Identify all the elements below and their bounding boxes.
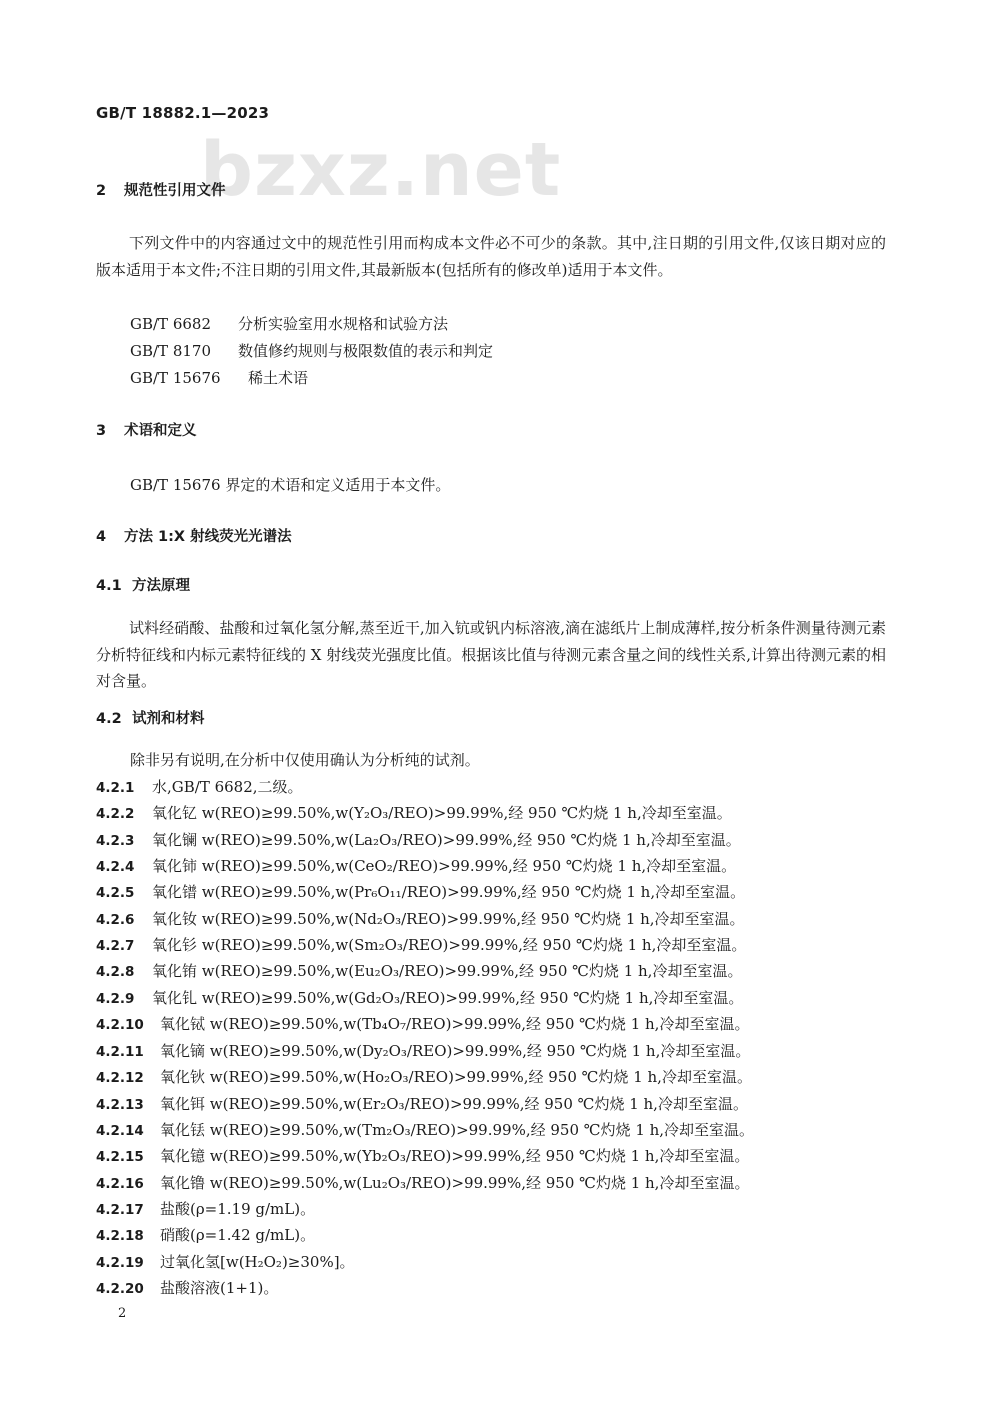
section-2-heading bbox=[96, 181, 226, 201]
section-2-paragraph: 下列文件中的内容通过文中的规范性引用而构成本文件必不可少的条款。其中,注日期的引用文件,仅该日期对应的版本适用于本文件;不注日期的引用文件,其最新版本(包括所有的修改单)适用于本文件。 bbox=[96, 234, 886, 279]
section-2-number: 2 bbox=[96, 183, 107, 199]
section-3-number: 3 bbox=[96, 423, 107, 439]
item-text: 氧化铈 w(REO)≥99.50%,w(CeO₂/REO)>99.99%,经 950 ℃灼烧 1 h,冷却至室温。 bbox=[152, 857, 737, 875]
item-text: 盐酸(ρ=1.19 g/mL)。 bbox=[160, 1200, 316, 1218]
list-item bbox=[96, 882, 745, 903]
section-4-1-number: 4.1 bbox=[96, 578, 122, 594]
reference-item bbox=[130, 341, 493, 361]
list-item bbox=[96, 1278, 278, 1299]
reference-item bbox=[130, 314, 448, 334]
section-4-2-number: 4.2 bbox=[96, 711, 122, 727]
item-text: 氧化铒 w(REO)≥99.50%,w(Er₂O₃/REO)>99.99%,经 950 ℃灼烧 1 h,冷却至室温。 bbox=[160, 1095, 748, 1113]
item-number: 4.2.7 bbox=[96, 938, 135, 954]
list-item bbox=[96, 803, 732, 824]
list-item bbox=[96, 1067, 752, 1088]
list-item bbox=[96, 909, 745, 930]
item-text: 氧化铕 w(REO)≥99.50%,w(Eu₂O₃/REO)>99.99%,经 950 ℃灼烧 1 h,冷却至室温。 bbox=[152, 962, 743, 980]
list-item bbox=[96, 1120, 754, 1141]
reference-code: GB/T 8170 bbox=[130, 342, 212, 360]
list-item bbox=[96, 961, 742, 982]
item-text: 氧化钆 w(REO)≥99.50%,w(Gd₂O₃/REO)>99.99%,经 950 ℃灼烧 1 h,冷却至室温。 bbox=[152, 989, 744, 1007]
item-number: 4.2.11 bbox=[96, 1044, 144, 1060]
item-number: 4.2.14 bbox=[96, 1123, 144, 1139]
item-number: 4.2.17 bbox=[96, 1202, 144, 1218]
item-number: 4.2.13 bbox=[96, 1097, 144, 1113]
list-item bbox=[96, 1041, 750, 1062]
item-text: 水,GB/T 6682,二级。 bbox=[152, 778, 303, 796]
item-number: 4.2.3 bbox=[96, 833, 135, 849]
item-text: 氧化钬 w(REO)≥99.50%,w(Ho₂O₃/REO)>99.99%,经 950 ℃灼烧 1 h,冷却至室温。 bbox=[160, 1068, 752, 1086]
item-text: 过氧化氢[w(H₂O₂)≥30%]。 bbox=[160, 1253, 355, 1271]
item-number: 4.2.9 bbox=[96, 991, 135, 1007]
list-item bbox=[96, 935, 746, 956]
section-3-title: 术语和定义 bbox=[124, 423, 197, 439]
section-4-title: 方法 1:X 射线荧光光谱法 bbox=[124, 529, 292, 545]
item-number: 4.2.8 bbox=[96, 964, 135, 980]
page-number: 2 bbox=[118, 1306, 127, 1321]
list-item bbox=[96, 1173, 749, 1194]
item-text: 氧化铥 w(REO)≥99.50%,w(Tm₂O₃/REO)>99.99%,经 950 ℃灼烧 1 h,冷却至室温。 bbox=[160, 1121, 755, 1139]
list-item bbox=[96, 830, 741, 851]
item-number: 4.2.16 bbox=[96, 1176, 144, 1192]
reference-title: 稀土术语 bbox=[248, 369, 309, 387]
reference-title: 分析实验室用水规格和试验方法 bbox=[238, 315, 449, 333]
item-number: 4.2.10 bbox=[96, 1017, 144, 1033]
item-number: 4.2.19 bbox=[96, 1255, 144, 1271]
item-number: 4.2.2 bbox=[96, 806, 135, 822]
reference-code: GB/T 15676 bbox=[130, 369, 221, 387]
item-number: 4.2.1 bbox=[96, 780, 135, 796]
section-3-heading bbox=[96, 421, 197, 441]
item-number: 4.2.12 bbox=[96, 1070, 144, 1086]
list-item bbox=[96, 1094, 748, 1115]
item-text: 硝酸(ρ=1.42 g/mL)。 bbox=[160, 1226, 316, 1244]
list-item bbox=[96, 1252, 355, 1273]
list-item bbox=[96, 1199, 315, 1220]
item-number: 4.2.20 bbox=[96, 1281, 144, 1297]
list-item bbox=[96, 856, 736, 877]
section-3-paragraph: GB/T 15676 界定的术语和定义适用于本文件。 bbox=[130, 476, 451, 494]
item-text: 氧化钐 w(REO)≥99.50%,w(Sm₂O₃/REO)>99.99%,经 950 ℃灼烧 1 h,冷却至室温。 bbox=[152, 936, 747, 954]
item-text: 氧化钇 w(REO)≥99.50%,w(Y₂O₃/REO)>99.99%,经 950 ℃灼烧 1 h,冷却至室温。 bbox=[152, 804, 732, 822]
list-item bbox=[96, 777, 303, 798]
reference-code: GB/T 6682 bbox=[130, 315, 212, 333]
section-4-1-title: 方法原理 bbox=[132, 578, 190, 594]
item-number: 4.2.18 bbox=[96, 1228, 144, 1244]
list-item bbox=[96, 1225, 315, 1246]
item-text: 氧化镨 w(REO)≥99.50%,w(Pr₆O₁₁/REO)>99.99%,经 950 ℃灼烧 1 h,冷却至室温。 bbox=[152, 883, 746, 901]
section-4-number: 4 bbox=[96, 529, 107, 545]
section-4-1-heading bbox=[96, 576, 190, 596]
standard-code: GB/T 18882.1—2023 bbox=[96, 104, 270, 122]
list-item bbox=[96, 1014, 749, 1035]
item-text: 氧化铽 w(REO)≥99.50%,w(Tb₄O₇/REO)>99.99%,经 950 ℃灼烧 1 h,冷却至室温。 bbox=[160, 1015, 750, 1033]
item-text: 氧化镥 w(REO)≥99.50%,w(Lu₂O₃/REO)>99.99%,经 950 ℃灼烧 1 h,冷却至室温。 bbox=[160, 1174, 750, 1192]
item-number: 4.2.4 bbox=[96, 859, 135, 875]
section-2-title: 规范性引用文件 bbox=[124, 183, 226, 199]
item-text: 氧化镱 w(REO)≥99.50%,w(Yb₂O₃/REO)>99.99%,经 950 ℃灼烧 1 h,冷却至室温。 bbox=[160, 1147, 750, 1165]
item-text: 盐酸溶液(1+1)。 bbox=[160, 1279, 279, 1297]
section-4-heading bbox=[96, 527, 292, 547]
section-4-2-heading bbox=[96, 709, 205, 729]
section-4-2-title: 试剂和材料 bbox=[132, 711, 205, 727]
section-4-1-paragraph: 试料经硝酸、盐酸和过氧化氢分解,蒸至近干,加入钪或钒内标溶液,滴在滤纸片上制成薄样,按分析条件测量待测元素分析特征线和内标元素特征线的 X 射线荧光强度比值。根据该比值与待测元素含量之间的线性关系,计算出待测元素的相对含量。 bbox=[96, 619, 886, 690]
section-4-2-intro: 除非另有说明,在分析中仅使用确认为分析纯的试剂。 bbox=[130, 751, 480, 769]
item-text: 氧化钕 w(REO)≥99.50%,w(Nd₂O₃/REO)>99.99%,经 950 ℃灼烧 1 h,冷却至室温。 bbox=[152, 910, 745, 928]
reference-item bbox=[130, 368, 308, 388]
item-text: 氧化镝 w(REO)≥99.50%,w(Dy₂O₃/REO)>99.99%,经 950 ℃灼烧 1 h,冷却至室温。 bbox=[160, 1042, 751, 1060]
list-item bbox=[96, 988, 743, 1009]
item-number: 4.2.5 bbox=[96, 885, 135, 901]
item-number: 4.2.6 bbox=[96, 912, 135, 928]
watermark: bzxz.net bbox=[200, 127, 562, 213]
list-item bbox=[96, 1146, 749, 1167]
item-number: 4.2.15 bbox=[96, 1149, 144, 1165]
reference-title: 数值修约规则与极限数值的表示和判定 bbox=[238, 342, 494, 360]
item-text: 氧化镧 w(REO)≥99.50%,w(La₂O₃/REO)>99.99%,经 950 ℃灼烧 1 h,冷却至室温。 bbox=[152, 831, 741, 849]
